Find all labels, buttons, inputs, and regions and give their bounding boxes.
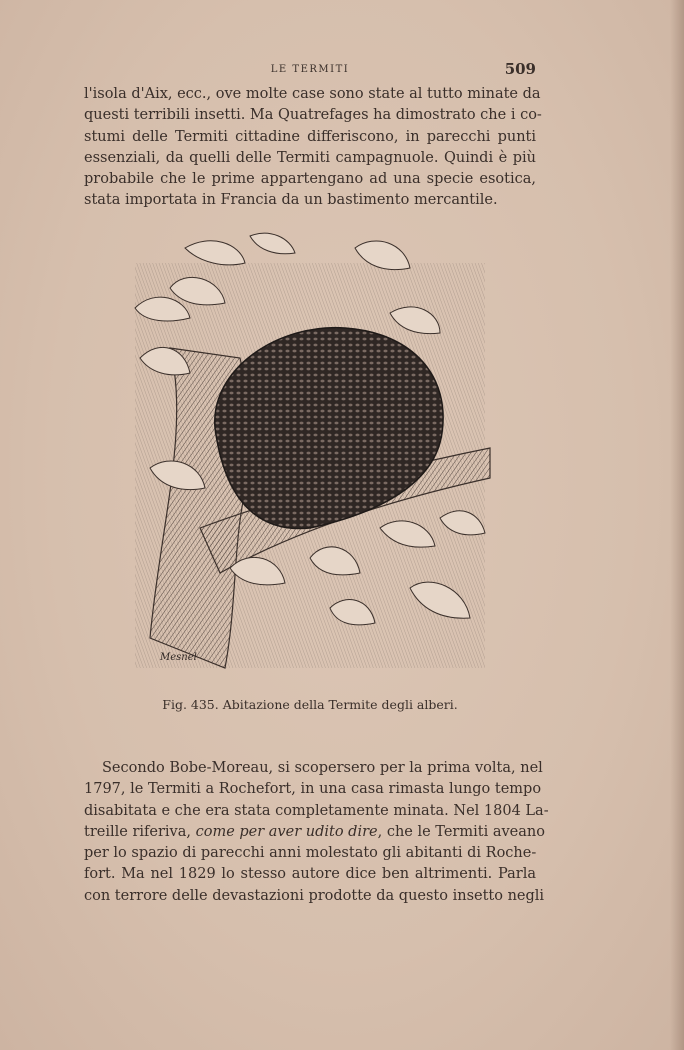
text-segment: , che le Termiti aveano (377, 823, 545, 840)
paragraph-1 (84, 84, 542, 212)
italic-phrase: come per aver udito dire (195, 823, 378, 840)
running-head-title: LE TERMITI (270, 64, 350, 75)
running-head (84, 60, 536, 82)
figure-caption: Fig. 435. Abitazione della Termite degli alberi. (162, 697, 458, 712)
text-line: essenziali, da quelli delle Termiti campagnuole. Quindi è più (84, 149, 536, 166)
page-number: 509 (504, 60, 536, 78)
text-line: Secondo Bobe-Moreau, si scopersero per la prima volta, nel (102, 760, 543, 776)
text-line: l'isola d'Aix, ecc., ove molte case sono state al tutto minate da (84, 86, 541, 102)
page-edge-shadow (670, 0, 684, 1050)
text-line-with-italic (84, 822, 545, 843)
text-line: stumi delle Termiti cittadine differiscono, in parecchi punti (84, 128, 536, 145)
text-line: probabile che le prime appartengano ad una specie esotica, (84, 171, 536, 188)
text-line: disabitata e che era stata completamente minata. Nel 1804 La- (84, 802, 549, 819)
termite-nest-engraving (130, 228, 495, 686)
text-line: questi terribili insetti. Ma Quatrefages ha dimostrato che i co- (84, 107, 542, 124)
text-line: fort. Ma nel 1829 lo stesso autore dice ben altrimenti. Parla (84, 866, 536, 883)
text-line: stata importata in Francia da un bastimento mercantile. (84, 192, 498, 209)
text-segment: treille riferiva, (84, 823, 196, 840)
artist-signature: Mesnel (160, 652, 197, 663)
text-line: 1797, le Termiti a Rochefort, in una casa rimasta lungo tempo (84, 781, 542, 798)
text-line: per lo spazio di parecchi anni molestato gli abitanti di Roche- (84, 845, 537, 862)
paragraph-2 (84, 758, 549, 907)
text-line: con terrore delle devastazioni prodotte da questo insetto negli (84, 887, 545, 904)
